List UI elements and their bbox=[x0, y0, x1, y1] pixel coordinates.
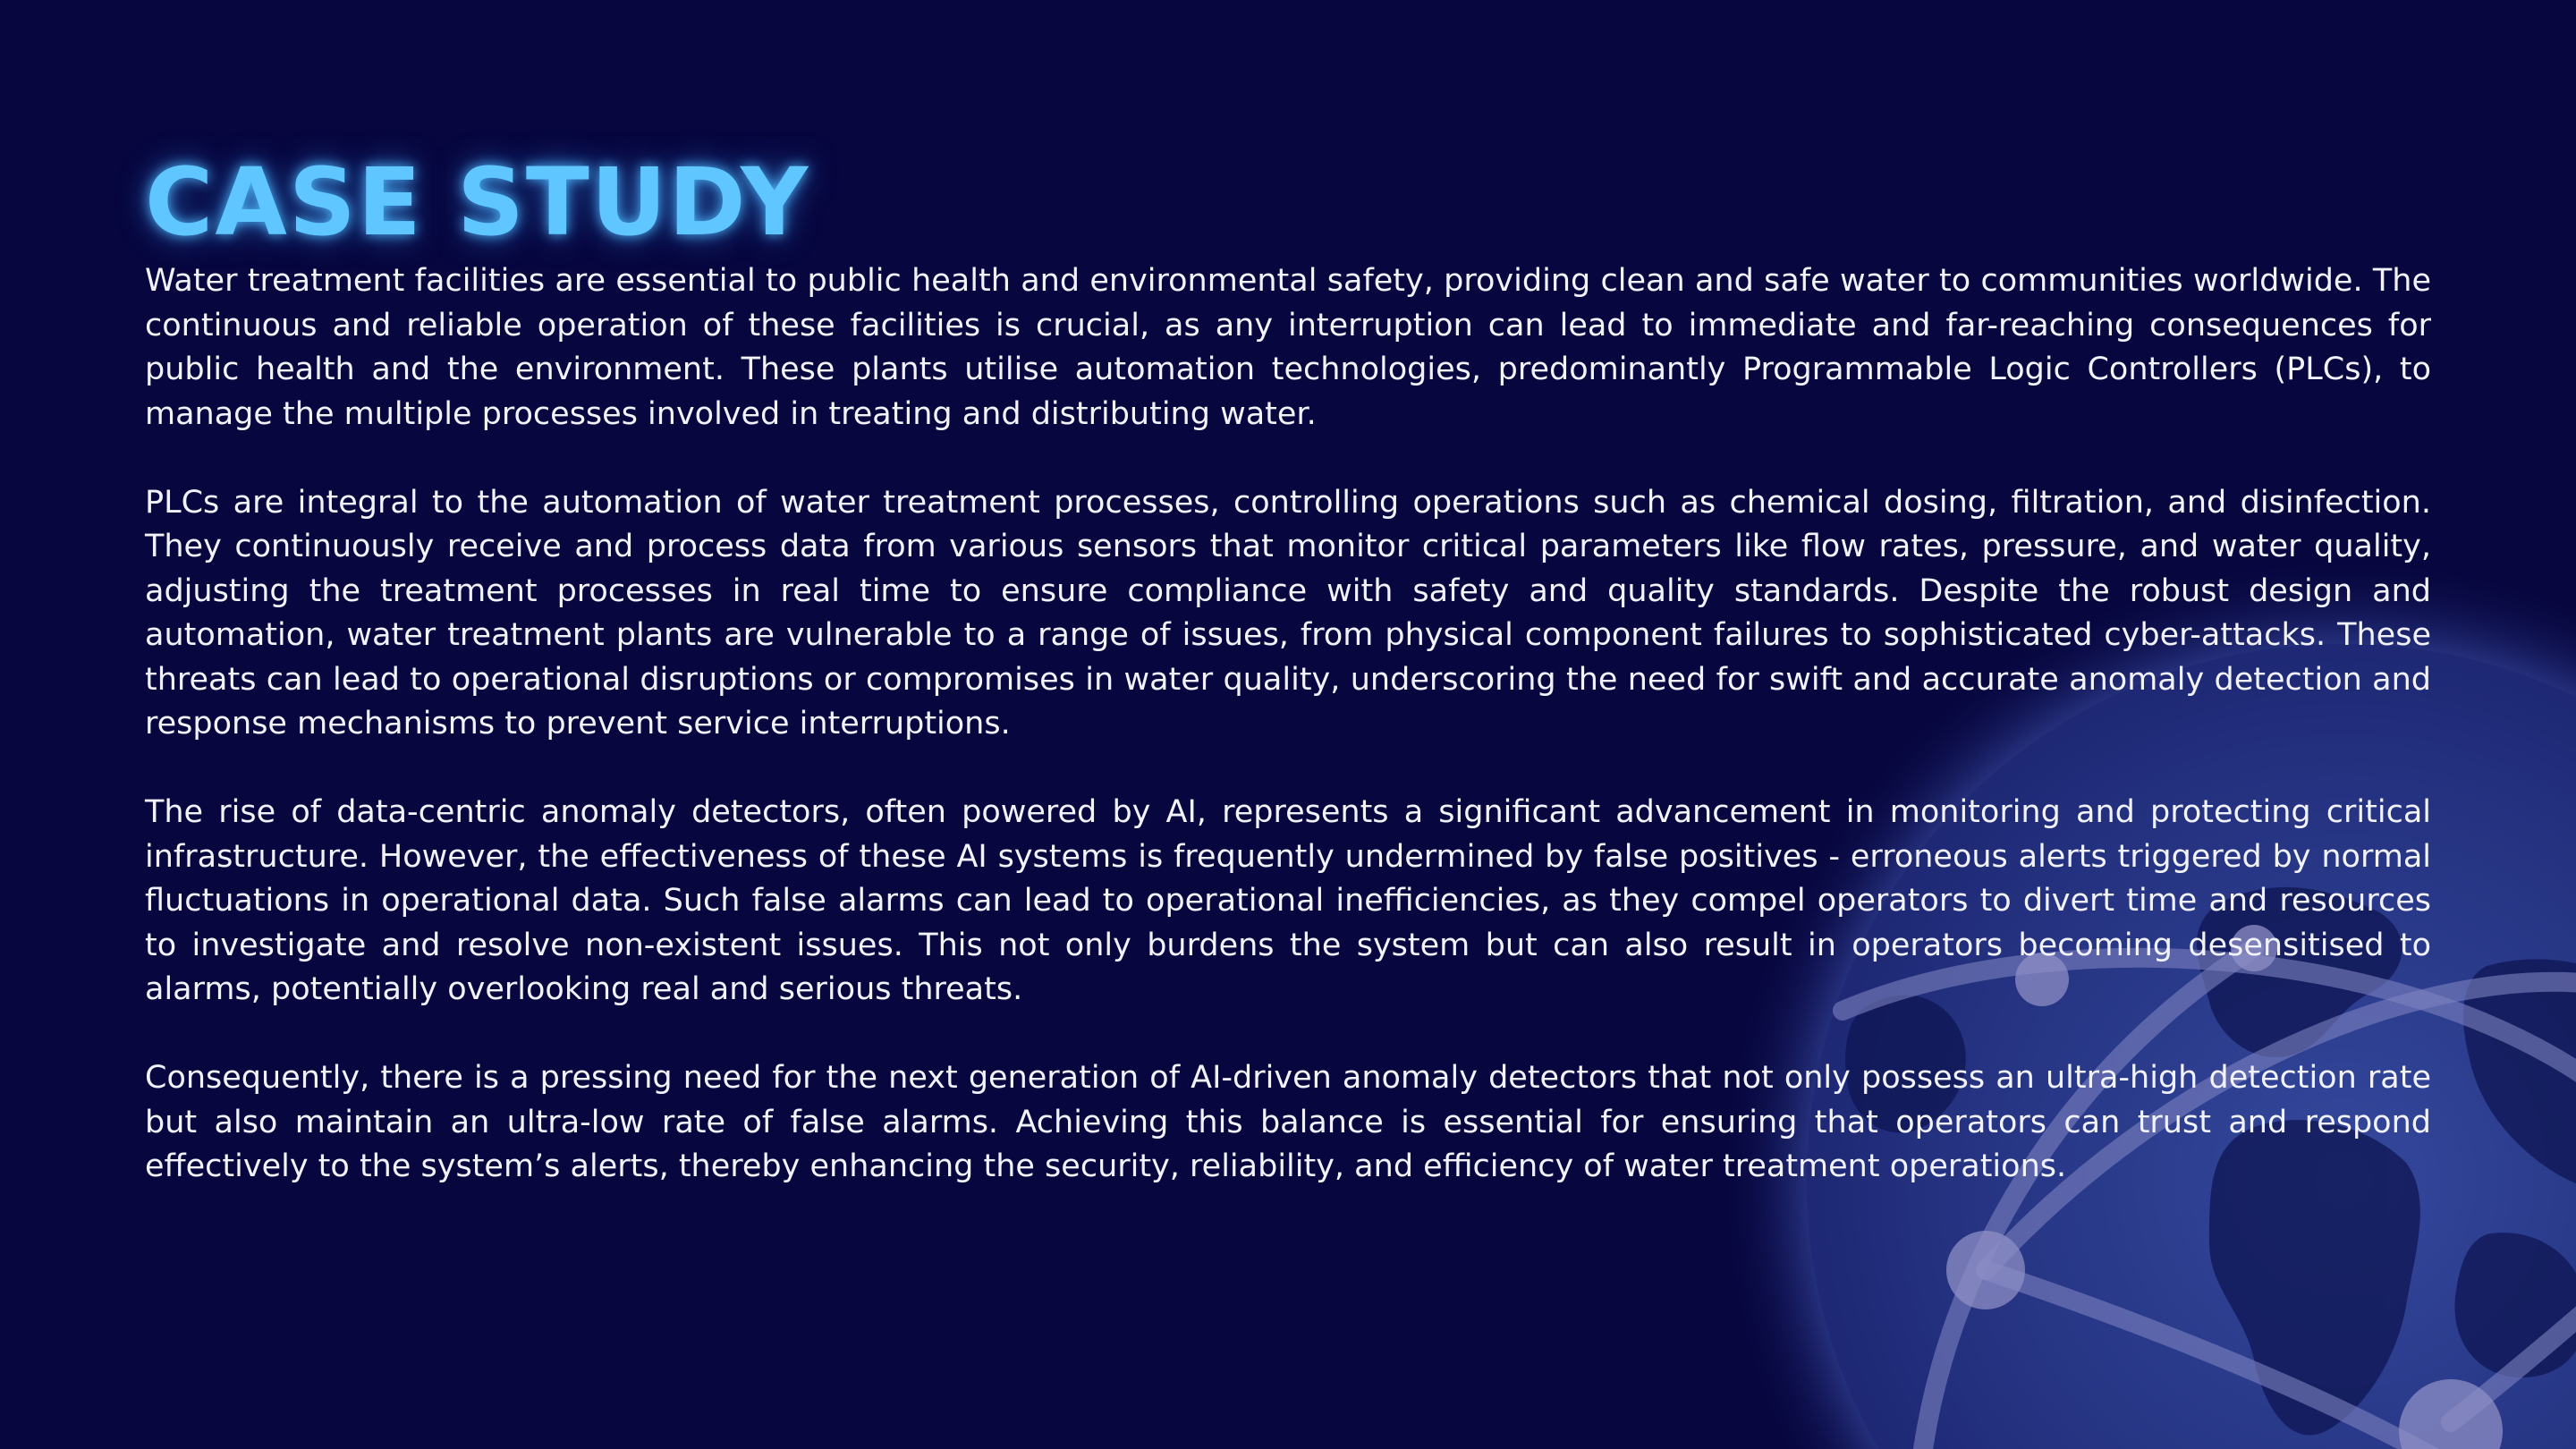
paragraph: Water treatment facilities are essential to public health and environmental safety, providing clean and safe water to communities worldwide. The continuous and reliable operation of these facilities is crucial, as any interruption can lead to immediate and far-reaching consequences for public health and the environment. These plants utilise automation technologies, predominantly Programmable Logic Controllers (PLCs), to manage the multiple processes involved in treating and distributing water. bbox=[145, 263, 2431, 432]
paragraph: Consequently, there is a pressing need for the next generation of AI-driven anomaly detectors that not only possess an ultra-high detection rate but also maintain an ultra-low rate of false alarms. Achieving this balance is essential for ensuring that operators can trust and respond effectively to the system’s alerts, thereby enhancing the security, reliability, and efficiency of water treatment operations. bbox=[145, 1060, 2431, 1184]
paragraph: PLCs are integral to the automation of water treatment processes, controlling operations such as chemical dosing, filtration, and disinfection. They continuously receive and process data from various sensors that monitor critical parameters like flow rates, pressure, and water quality, adjusting the treatment processes in real time to ensure compliance with safety and quality standards. Despite the robust design and automation, water treatment plants are vulnerable to a range of issues, from physical component failures to sophisticated cyber-attacks. These threats can lead to operational disruptions or compromises in water quality, underscoring the need for swift and accurate anomaly detection and response mechanisms to prevent service interruptions. bbox=[145, 484, 2431, 741]
body-text bbox=[145, 259, 2431, 1233]
paragraph: The rise of data-centric anomaly detectors, often powered by AI, represents a significant advancement in monitoring and protecting critical infrastructure. However, the effectiveness of these AI systems is frequently undermined by false positives - erroneous alerts triggered by normal fluctuations in operational data. Such false alarms can lead to operational inefficiencies, as they compel operators to divert time and resources to investigate and resolve non-existent issues. This not only burdens the system but can also result in operators becoming desensitised to alarms, potentially overlooking real and serious threats. bbox=[145, 794, 2431, 1007]
page-title: CASE STUDY bbox=[145, 148, 810, 257]
